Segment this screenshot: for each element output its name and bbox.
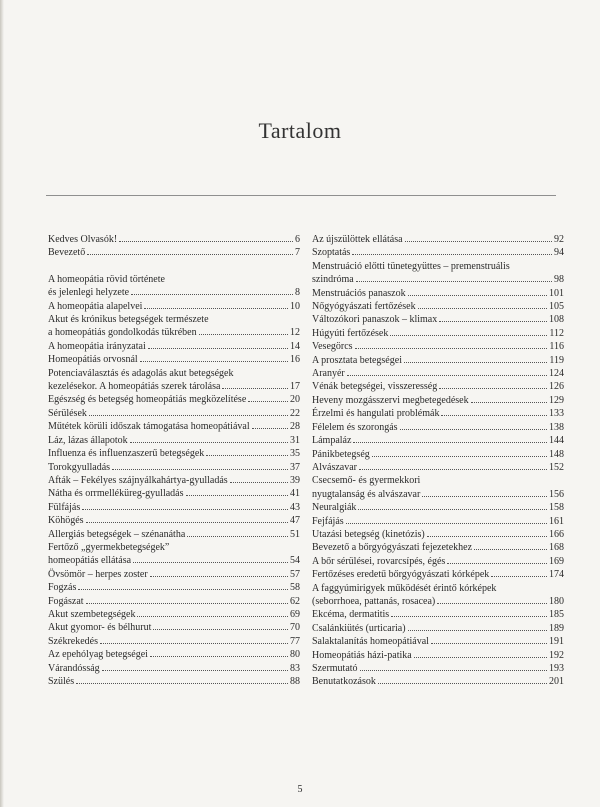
toc-entry-title: Fertőzéses eredetű bőrgyógyászati kórképek xyxy=(312,569,490,581)
toc-entry-page: 201 xyxy=(549,676,564,688)
toc-entry-title: Az epehólyag betegségei xyxy=(48,649,148,661)
toc-entry-title-line: Menstruáció előtti tünetegyüttes – premenstruális xyxy=(312,260,510,272)
toc-entry[interactable] xyxy=(48,246,300,259)
toc-entry-page: 57 xyxy=(290,568,300,580)
toc-entry-page: 62 xyxy=(290,595,300,607)
toc-entry[interactable] xyxy=(312,260,564,287)
dot-leader xyxy=(131,294,293,295)
dot-leader xyxy=(100,643,288,644)
toc-entry-page: 94 xyxy=(554,247,564,259)
toc-entry-page: 35 xyxy=(290,448,300,460)
toc-entry-title: Alvászavar xyxy=(312,461,357,473)
dot-leader xyxy=(378,683,547,684)
toc-entry-title: Akut szembetegségek xyxy=(48,608,136,620)
toc-entry[interactable] xyxy=(312,340,564,353)
toc-entry[interactable] xyxy=(48,434,300,447)
toc-entry[interactable] xyxy=(312,246,564,259)
toc-left-column xyxy=(48,233,300,688)
dot-leader xyxy=(405,241,552,242)
toc-entry-title: Vesegörcs xyxy=(312,341,353,353)
toc-entry[interactable] xyxy=(312,354,564,367)
toc-entry[interactable] xyxy=(312,327,564,340)
dot-leader xyxy=(491,576,547,577)
toc-entry[interactable] xyxy=(312,662,564,675)
toc-entry[interactable] xyxy=(48,461,300,474)
dot-leader xyxy=(153,629,288,630)
toc-entry-title: Neuralgiák xyxy=(312,502,357,514)
toc-entry[interactable] xyxy=(312,582,564,609)
dot-leader xyxy=(187,536,288,537)
toc-entry[interactable] xyxy=(48,568,300,581)
toc-entry-title: homeopátiás ellátása xyxy=(48,555,132,567)
toc-entry[interactable] xyxy=(48,662,300,675)
toc-entry-page: 191 xyxy=(549,636,564,648)
toc-entry-page: 116 xyxy=(549,341,564,353)
toc-entry-page: 138 xyxy=(549,421,564,433)
dot-leader xyxy=(400,429,547,430)
dot-leader xyxy=(372,456,547,457)
toc-entry[interactable] xyxy=(48,501,300,514)
dot-leader xyxy=(87,254,293,255)
toc-entry-title: Változókori panaszok – klimax xyxy=(312,314,438,326)
toc-entry-title: Homeopátiás orvosnál xyxy=(48,354,138,366)
toc-entry-page: 77 xyxy=(290,635,300,647)
toc-entry[interactable] xyxy=(48,474,300,487)
dot-leader xyxy=(408,630,547,631)
toc-entry-page: 12 xyxy=(290,327,300,339)
toc-entry-title: Érzelmi és hangulati problémák xyxy=(312,408,440,420)
dot-leader xyxy=(137,616,288,617)
toc-entry-page: 108 xyxy=(549,314,564,326)
toc-entry-page: 6 xyxy=(295,234,300,245)
toc-entry-title: A homeopátia irányzatai xyxy=(48,340,146,352)
toc-entry-title: Heveny mozgásszervi megbetegedések xyxy=(312,394,469,406)
toc-entry-title: Nőgyógyászati fertőzések xyxy=(312,301,416,313)
toc-entry-page: 193 xyxy=(549,663,564,674)
dot-leader xyxy=(206,455,288,456)
toc-entry[interactable] xyxy=(48,447,300,460)
toc-entry-title: Torokgyulladás xyxy=(48,461,111,473)
dot-leader xyxy=(391,616,547,617)
toc-entry-title: a homeopátiás gondolkodás tükrében xyxy=(48,327,197,339)
dot-leader xyxy=(150,576,288,577)
dot-leader xyxy=(347,375,547,376)
toc-entry[interactable] xyxy=(48,581,300,594)
dot-leader xyxy=(408,295,547,296)
toc-entry-page: 22 xyxy=(290,407,300,419)
toc-entry[interactable] xyxy=(312,474,564,501)
toc-entry[interactable] xyxy=(312,501,564,514)
toc-entry[interactable] xyxy=(48,313,300,340)
toc-entry[interactable] xyxy=(48,528,300,541)
toc-entry-title: Félelem és szorongás xyxy=(312,421,398,433)
toc-entry-page: 180 xyxy=(549,595,564,607)
toc-entry-title: Műtétek körüli időszak támogatása homeopátiával xyxy=(48,421,250,433)
toc-entry-page: 192 xyxy=(549,649,564,661)
toc-entry-title: Fülfájás xyxy=(48,501,81,513)
toc-entry[interactable] xyxy=(312,528,564,541)
toc-entry-title: Utazási betegség (kinetózis) xyxy=(312,528,425,540)
section-gap xyxy=(48,260,300,273)
toc-entry[interactable] xyxy=(48,353,300,366)
toc-entry-page: 112 xyxy=(549,327,564,339)
toc-entry-title-line: A faggyúmirigyek működését érintő kórképek xyxy=(312,582,497,594)
toc-entry-page: 54 xyxy=(290,555,300,567)
toc-entry-title: Afták – Fekélyes szájnyálkahártya-gyulladás xyxy=(48,474,228,486)
toc-entry-title: Övsömör – herpes zoster xyxy=(48,568,148,580)
toc-entry-page: 43 xyxy=(290,501,300,513)
toc-entry-title: (seborrhoea, pattanás, rosacea) xyxy=(312,595,436,607)
toc-entry-title-line: Akut és krónikus betegségek természete xyxy=(48,314,209,326)
toc-entry-page: 168 xyxy=(549,542,564,554)
toc-entry-title: Láz, lázas állapotok xyxy=(48,434,128,446)
toc-entry-title: Nátha és orrmelléküreg-gyulladás xyxy=(48,488,184,500)
toc-entry[interactable] xyxy=(312,407,564,420)
dot-leader xyxy=(404,362,547,363)
dot-leader xyxy=(78,589,288,590)
toc-entry-page: 158 xyxy=(549,502,564,514)
toc-entry[interactable] xyxy=(312,649,564,662)
dot-leader xyxy=(427,536,547,537)
dot-leader xyxy=(89,415,288,416)
toc-entry-page: 7 xyxy=(295,247,300,259)
dot-leader xyxy=(422,496,547,497)
toc-entry-page: 47 xyxy=(290,515,300,527)
toc-entry[interactable] xyxy=(48,608,300,621)
toc-entry-page: 41 xyxy=(290,488,300,500)
toc-entry-title: Salaktalanítás homeopátiával xyxy=(312,636,429,648)
dot-leader xyxy=(447,563,547,564)
dot-leader xyxy=(355,348,548,349)
toc-entry[interactable] xyxy=(48,675,300,688)
toc-entry[interactable] xyxy=(312,608,564,621)
dot-leader xyxy=(358,509,547,510)
toc-entry-title: Székrekedés xyxy=(48,635,98,647)
toc-entry-title: Fejfájás xyxy=(312,515,344,527)
toc-entry[interactable] xyxy=(48,300,300,313)
dot-leader xyxy=(439,388,547,389)
toc-entry[interactable] xyxy=(48,340,300,353)
dot-leader xyxy=(144,308,288,309)
toc-entry[interactable] xyxy=(312,622,564,635)
toc-entry[interactable] xyxy=(312,313,564,326)
toc-entry-title: Ekcéma, dermatitis xyxy=(312,609,390,621)
toc-entry-page: 80 xyxy=(290,649,300,661)
page-number: 5 xyxy=(297,784,303,795)
toc-entry[interactable] xyxy=(48,595,300,608)
toc-entry-title: Akut gyomor- és bélhurut xyxy=(48,622,152,634)
toc-entry-page: 119 xyxy=(549,354,564,366)
dot-leader xyxy=(130,442,288,443)
dot-leader xyxy=(230,482,288,483)
dot-leader xyxy=(360,670,547,671)
page-title: Tartalom xyxy=(258,118,342,143)
toc-entry-page: 101 xyxy=(549,287,564,299)
toc-entry[interactable] xyxy=(48,367,300,394)
toc-entry-page: 8 xyxy=(295,287,300,299)
toc-entry-title: A homeopátia alapelvei xyxy=(48,300,143,312)
toc-entry-title: Homeopátiás házi-patika xyxy=(312,649,412,661)
toc-entry-page: 37 xyxy=(290,461,300,473)
toc-entry-title: és jelenlegi helyzete xyxy=(48,287,130,299)
toc-entry-page: 189 xyxy=(549,622,564,634)
toc-entry-title: nyugtalanság és alvászavar xyxy=(312,488,421,500)
toc-entry-page: 83 xyxy=(290,662,300,674)
dot-leader xyxy=(471,402,547,403)
toc-entry-page: 148 xyxy=(549,448,564,460)
toc-entry-page: 161 xyxy=(549,515,564,527)
dot-leader xyxy=(437,603,547,604)
toc-entry-page: 69 xyxy=(290,608,300,620)
toc-entry-page: 156 xyxy=(549,488,564,500)
toc-entry[interactable] xyxy=(312,394,564,407)
toc-entry-title: Vénák betegségei, visszeresség xyxy=(312,381,438,393)
dot-leader xyxy=(359,469,547,470)
toc-entry-page: 88 xyxy=(290,676,300,687)
toc-entry[interactable] xyxy=(312,555,564,568)
toc-entry[interactable] xyxy=(312,515,564,528)
dot-leader xyxy=(186,495,288,496)
toc-entry-title: Bevezető a bőrgyógyászati fejezetekhez xyxy=(312,542,473,554)
toc-entry-title: A prosztata betegségei xyxy=(312,354,402,366)
toc-entry-title: Egészség és betegség homeopátiás megközelítése xyxy=(48,394,247,406)
toc-entry[interactable] xyxy=(312,300,564,313)
toc-entry[interactable] xyxy=(312,635,564,648)
toc-entry-title: Kedves Olvasók! xyxy=(48,234,118,245)
toc-entry-title-line: Csecsemő- és gyermekkori xyxy=(312,475,421,487)
dot-leader xyxy=(133,562,288,563)
toc-entry-title: Szülés xyxy=(48,676,75,687)
toc-entry-title: Köhögés xyxy=(48,515,84,527)
toc-entry-page: 129 xyxy=(549,394,564,406)
toc-entry-page: 169 xyxy=(549,555,564,567)
toc-entry-page: 126 xyxy=(549,381,564,393)
dot-leader xyxy=(390,335,547,336)
toc-entry-title: A bőr sérülései, rovarcsípés, égés xyxy=(312,555,446,567)
toc-entry[interactable] xyxy=(48,273,300,300)
toc-entry[interactable] xyxy=(312,675,564,688)
toc-entry-page: 124 xyxy=(549,368,564,380)
dot-leader xyxy=(82,509,288,510)
toc-entry-page: 92 xyxy=(554,234,564,245)
dot-leader xyxy=(418,308,547,309)
toc-entry-title-line: A homeopátia rövid története xyxy=(48,273,165,285)
toc-entry-title: Szermutató xyxy=(312,663,358,674)
toc-entry[interactable] xyxy=(48,635,300,648)
title-divider xyxy=(46,195,556,196)
toc-entry-page: 70 xyxy=(290,622,300,634)
dot-leader xyxy=(431,643,547,644)
dot-leader xyxy=(140,361,288,362)
toc-entry-page: 98 xyxy=(554,274,564,286)
toc-entry-page: 20 xyxy=(290,394,300,406)
toc-entry-page: 17 xyxy=(290,381,300,393)
toc-entry-title: Húgyúti fertőzések xyxy=(312,327,389,339)
dot-leader xyxy=(352,254,552,255)
toc-entry[interactable] xyxy=(48,393,300,406)
toc-entry[interactable] xyxy=(312,568,564,581)
toc-entry-page: 28 xyxy=(290,421,300,433)
dot-leader xyxy=(252,428,288,429)
toc-entry[interactable] xyxy=(312,421,564,434)
toc-entry[interactable] xyxy=(312,448,564,461)
toc-entry[interactable] xyxy=(48,514,300,527)
toc-entry-page: 39 xyxy=(290,474,300,486)
dot-leader xyxy=(148,348,288,349)
toc-entry[interactable] xyxy=(48,420,300,433)
toc-entry-page: 105 xyxy=(549,301,564,313)
toc-entry[interactable] xyxy=(312,233,564,246)
dot-leader xyxy=(119,241,293,242)
dot-leader xyxy=(102,670,288,671)
dot-leader xyxy=(76,683,288,684)
toc-entry-title: Influenza és influenzaszerű betegségek xyxy=(48,448,205,460)
toc-entry[interactable] xyxy=(48,233,300,246)
dot-leader xyxy=(86,603,288,604)
toc-entry[interactable] xyxy=(48,487,300,500)
toc-entry[interactable] xyxy=(48,648,300,661)
dot-leader xyxy=(222,388,288,389)
dot-leader xyxy=(150,656,288,657)
toc-entry-page: 166 xyxy=(549,528,564,540)
toc-entry-title-line: Potenciaválasztás és adagolás akut betegségek xyxy=(48,367,234,379)
dot-leader xyxy=(441,415,547,416)
toc-entry[interactable] xyxy=(48,541,300,568)
toc-entry-page: 51 xyxy=(290,528,300,540)
toc-entry-title: Lámpaláz xyxy=(312,435,352,447)
toc-entry-title: Várandósság xyxy=(48,662,100,674)
toc-entry-title: Szoptatás xyxy=(312,247,351,259)
dot-leader xyxy=(414,657,547,658)
toc-entry-title: Pánikbetegség xyxy=(312,448,370,460)
toc-entry[interactable] xyxy=(312,434,564,447)
dot-leader xyxy=(248,401,288,402)
toc-entry[interactable] xyxy=(312,541,564,554)
toc-entry-page: 152 xyxy=(549,461,564,473)
toc-entry-title: szindróma xyxy=(312,274,354,286)
toc-entry-title: Fogzás xyxy=(48,582,77,594)
toc-entry-title: kezelésekor. A homeopátiás szerek tárolása xyxy=(48,381,221,393)
toc-entry-page: 144 xyxy=(549,435,564,447)
toc-entry[interactable] xyxy=(48,621,300,634)
toc-entry-title-line: Fertőző „gyermekbetegségek” xyxy=(48,541,170,553)
toc-entry-page: 31 xyxy=(290,434,300,446)
toc-entry[interactable] xyxy=(312,461,564,474)
toc-entry-page: 10 xyxy=(290,300,300,312)
toc-entry-page: 16 xyxy=(290,354,300,366)
toc-entry-title: Csalánkiütés (urticaria) xyxy=(312,622,406,634)
toc-entry-title: Az újszülöttek ellátása xyxy=(312,234,403,245)
toc-entry-title: Aranyér xyxy=(312,368,345,380)
toc-entry-page: 14 xyxy=(290,340,300,352)
dot-leader xyxy=(86,522,288,523)
dot-leader xyxy=(356,281,552,282)
dot-leader xyxy=(199,334,288,335)
toc-entry-page: 174 xyxy=(549,569,564,581)
toc-right-column xyxy=(312,233,564,689)
toc-entry-title: Bevezető xyxy=(48,247,86,259)
toc-entry-title: Sérülések xyxy=(48,407,87,419)
toc-entry-page: 133 xyxy=(549,408,564,420)
toc-entry-title: Allergiás betegségek – szénanátha xyxy=(48,528,186,540)
dot-leader xyxy=(112,469,288,470)
dot-leader xyxy=(346,523,547,524)
toc-entry[interactable] xyxy=(312,287,564,300)
dot-leader xyxy=(474,549,547,550)
toc-entry-title: Menstruációs panaszok xyxy=(312,287,406,299)
toc-entry-title: Benutatkozások xyxy=(312,676,376,688)
toc-entry-page: 185 xyxy=(549,609,564,621)
toc-entry-title: Fogászat xyxy=(48,595,84,607)
toc-entry[interactable] xyxy=(48,407,300,420)
dot-leader xyxy=(353,442,547,443)
toc-entry[interactable] xyxy=(312,380,564,393)
dot-leader xyxy=(439,321,547,322)
toc-entry-page: 58 xyxy=(290,582,300,594)
toc-entry[interactable] xyxy=(312,367,564,380)
